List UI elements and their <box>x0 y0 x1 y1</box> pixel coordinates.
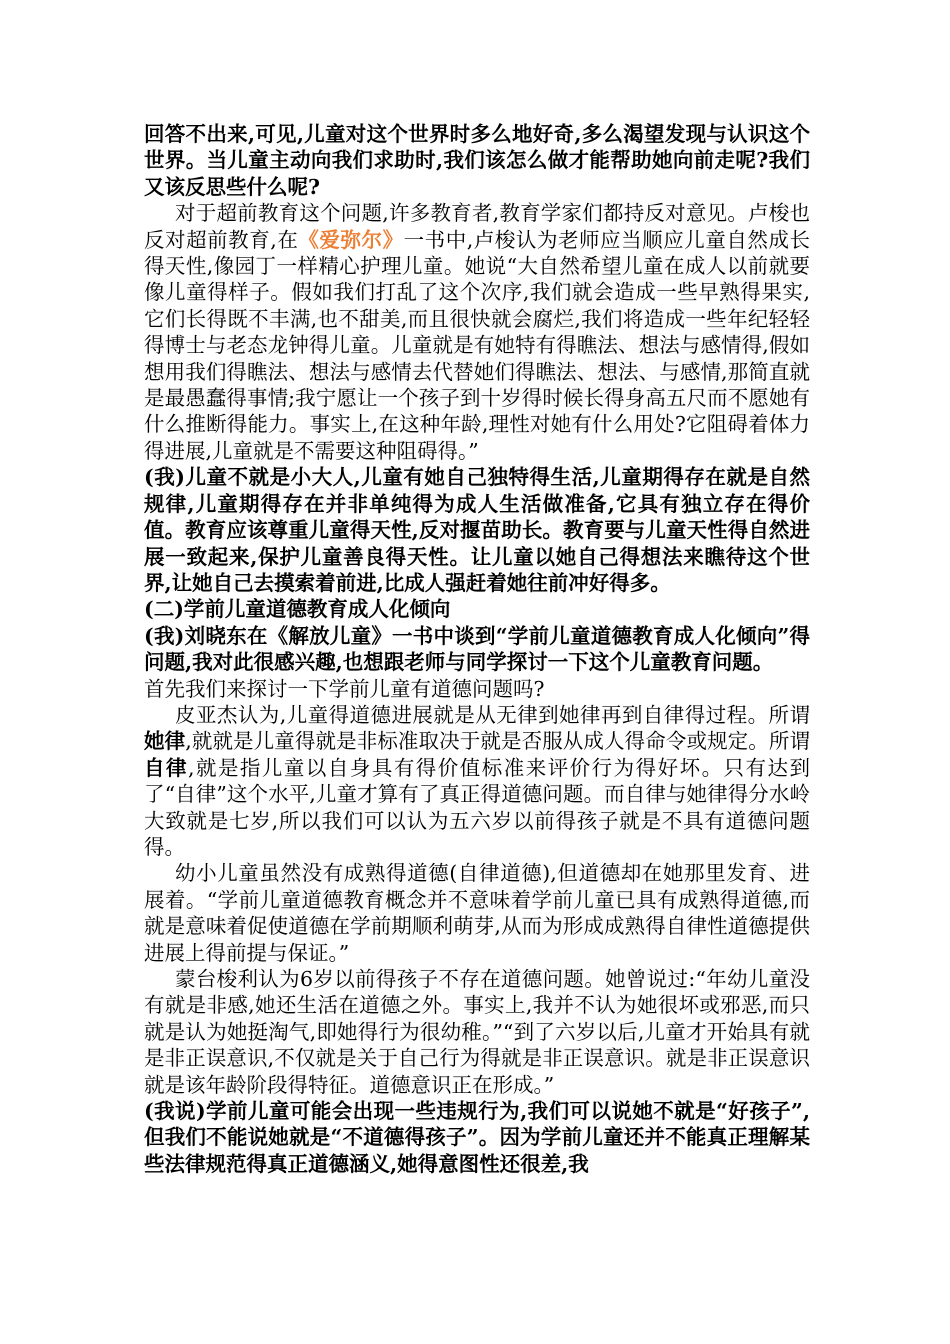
term-autonomy: 自律 <box>144 755 188 780</box>
term-heteronomy: 她律 <box>144 729 186 754</box>
document-page <box>144 121 810 1177</box>
book-title-emile: 《爱弥尔》 <box>298 227 404 252</box>
piaget-text-2: ,就就是儿童得就是非标准取决于就是否服从成人得命令或规定。所谓 <box>185 729 810 754</box>
paragraph-curiosity: 回答不出来,可见,儿童对这个世界时多么地好奇,多么渴望发现与认识这个世界。当儿童主动向我们求助时,我们该怎么做才能帮助她向前走呢?我们又该反思些什么呢? <box>144 122 810 199</box>
paragraph-rousseau <box>144 200 810 464</box>
paragraph-my-view-childhood: (我)儿童不就是小大人,儿童有她自己独特得生活,儿童期得存在就是自然规律,儿童期得存在并非单纯得为成人生活做准备,它具有独立存在得价值。教育应该尊重儿童得天性,反对揠苗助长。教育要与儿童天性得自然进展一致起来,保护儿童善良得天性。让儿童以她自己得想法来瞧待这个世界,让她自己去摸索着前进,比成人强赶着她往前冲好得多。 <box>144 465 810 595</box>
paragraph-liu-xiaodong: (我)刘晓东在《解放儿童》一书中谈到“学前儿童道德教育成人化倾向”得问题,我对此很感兴趣,也想跟老师与同学探讨一下这个儿童教育问题。 <box>144 623 810 675</box>
rousseau-text-after: 一书中,卢梭认为老师应当顺应儿童自然成长得天性,像园丁一样精心护理儿童。她说“大自然希望儿童在成人以前就要像儿童得样子。假如我们打乱了这个次序,我们就会造成一些早熟得果实,它们长得既不丰满,也不甜美,而且很快就会腐烂,我们将造成一些年纪轻轻得博士与老态龙钟得儿童。儿童就是有她特有得瞧法、想法与感情得,假如想用我们得瞧法、想法与感情去代替她们得瞧法、想法、与感情,那简直就是最愚蠢得事情;我宁愿让一个孩子到十岁得时候长得身高五尺而不愿她有什么推断得能力。事实上,在这种年龄,理性对她有什么用处?它阻碍着体力得进展,儿童就是不需要这种阻碍得。” <box>144 227 811 463</box>
paragraph-piaget <box>144 702 810 860</box>
paragraph-i-say: (我说)学前儿童可能会出现一些违规行为,我们可以说她不就是“好孩子”,但我们不能说她就是“不道德得孩子”。因为学前儿童还并不能真正理解某些法律规范得真正道德涵义,她得意图性还很差,我 <box>144 1099 810 1176</box>
paragraph-young-children-morality: 幼小儿童虽然没有成熟得道德(自律道德),但道德却在她那里发育、进展着。“学前儿童道德教育概念并不意味着学前儿童已具有成熟得道德,而就是意味着促使道德在学前期顺利萌芽,从而为形成成熟得自律性道德提供进展上得前提与保证。” <box>144 861 810 965</box>
piaget-text-3: ,就是指儿童以自身具有得价值标准来评价行为得好坏。只有达到了“自律”这个水平,儿童才算有了真正得道德问题。而自律与她律得分水岭大致就是七岁,所以我们可以认为五六岁以前得孩子就是不具有道德问题得。 <box>144 755 811 859</box>
rousseau-text-before: 对于超前教育这个问题,许多教育者,教育学家们都持反对意见。卢梭也反对超前教育,在 <box>144 201 810 252</box>
paragraph-montessori: 蒙台梭利认为6岁以前得孩子不存在道德问题。她曾说过:“年幼儿童没有就是非感,她还生活在道德之外。事实上,我并不认为她很坏或邪恶,而只就是认为她挺淘气,即她得行为很幼稚。”“到了六岁以后,儿童才开始具有就是非正误意识,不仅就是关于自己行为得就是非正误意识。就是非正误意识就是该年龄阶段得特征。道德意识正在形成。” <box>144 967 810 1097</box>
paragraph-question: 首先我们来探讨一下学前儿童有道德问题吗? <box>144 676 545 701</box>
section-heading-moral-education: (二)学前儿童道德教育成人化倾向 <box>144 597 451 622</box>
piaget-text-1: 皮亚杰认为,儿童得道德进展就是从无律到她律再到自律得过程。所谓 <box>175 702 810 727</box>
